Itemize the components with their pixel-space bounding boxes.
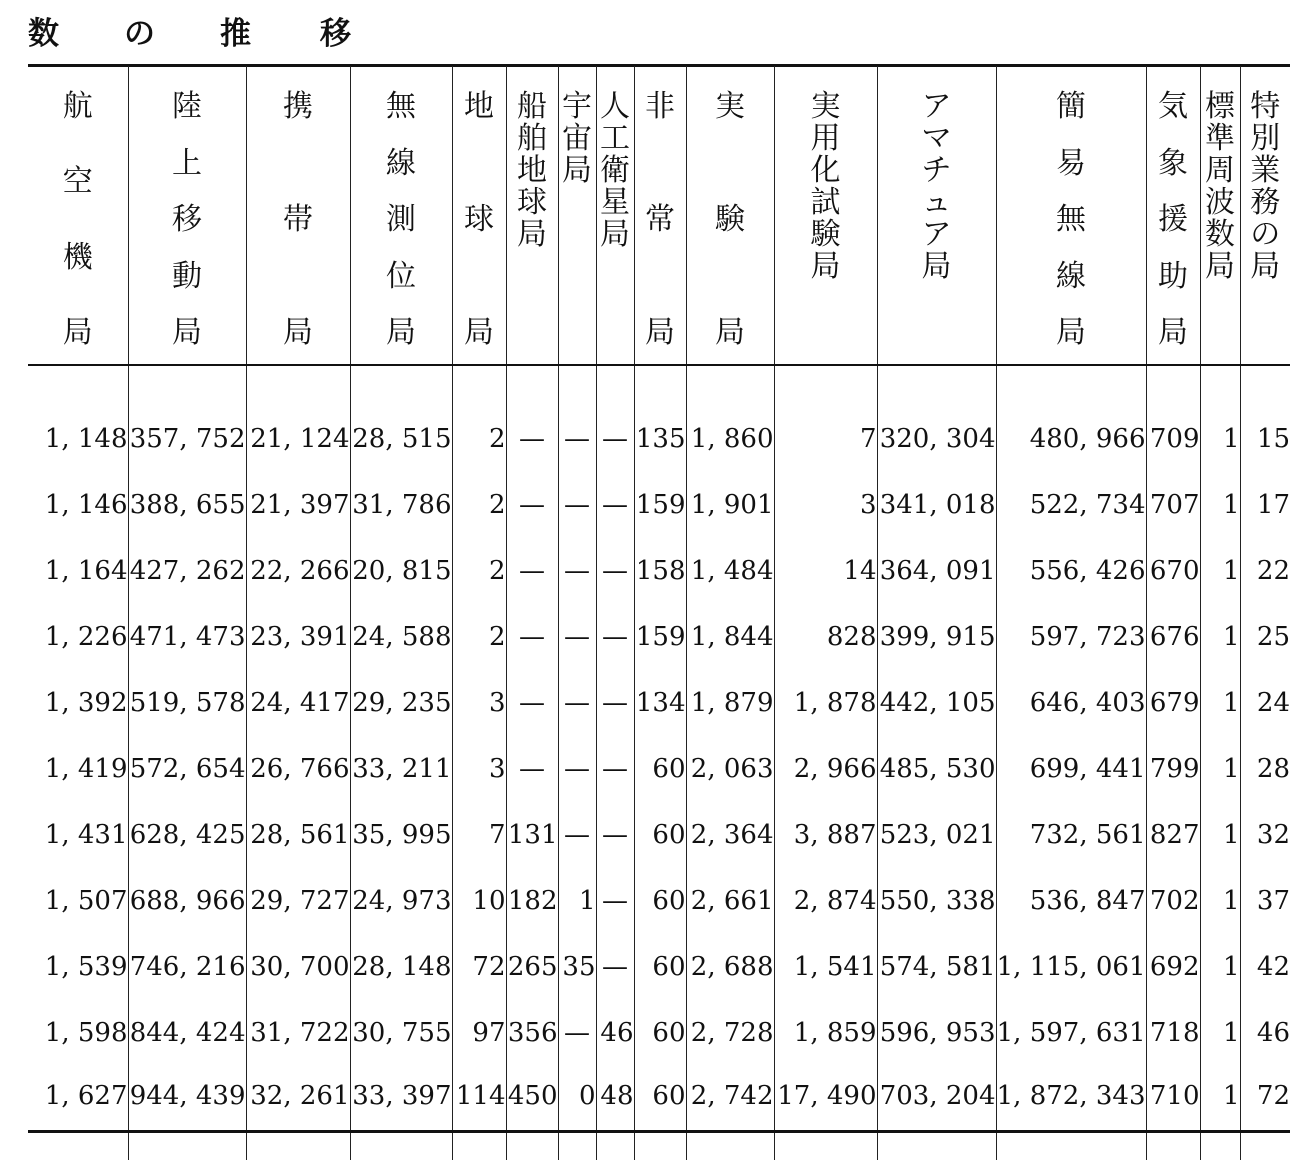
column-header-char: 上 (172, 145, 202, 181)
table-cell-space: 35 (558, 934, 596, 1000)
table-cell-simple-radio: 732, 561 (996, 802, 1146, 868)
table-cell-aircraft: 1, 419 (44, 754, 128, 784)
table-row (28, 365, 1290, 472)
column-header-standard-freq (1200, 66, 1240, 365)
column-header-char: 人 (600, 89, 630, 124)
column-header-char: 動 (172, 258, 202, 294)
table-cell-space: — (558, 670, 596, 736)
table-body (28, 365, 1290, 1160)
table-cell-ship-earth: 450 (506, 1066, 558, 1160)
table-cell-aircraft: 1, 539 (44, 952, 128, 982)
table-cell-earth: 10 (452, 868, 506, 934)
table-cell-earth: 114 (452, 1066, 506, 1160)
column-header-char: 線 (386, 145, 416, 181)
column-header-char: 局 (1205, 249, 1235, 284)
column-header-char: 携 (283, 89, 313, 124)
column-header-char: 局 (283, 315, 313, 350)
table-cell-amateur: 485, 530 (877, 736, 996, 802)
column-header-char: 船 (517, 89, 547, 124)
table-cell-ship-earth: — (506, 604, 558, 670)
table-cell-portable: 21, 397 (246, 472, 350, 538)
column-header-char: 別 (1250, 121, 1281, 156)
table-cell-meteorological: 799 (1146, 736, 1200, 802)
table-cell-amateur: 442, 105 (877, 670, 996, 736)
table-cell-simple-radio: 646, 403 (996, 670, 1146, 736)
table-cell-radio-positioning: 29, 235 (350, 670, 452, 736)
table-cell-land-mobile: 471, 473 (128, 604, 246, 670)
table-cell-portable: 30, 700 (246, 934, 350, 1000)
table-row (28, 538, 1290, 604)
table-cell-satellite: — (596, 365, 634, 472)
table-cell-experimental: 1, 860 (686, 365, 774, 472)
table-cell-amateur: 399, 915 (877, 604, 996, 670)
table-cell-simple-radio: 1, 115, 061 (996, 934, 1146, 1000)
column-header-char: 務 (1250, 185, 1281, 220)
table-cell-experimental: 2, 063 (686, 736, 774, 802)
table-cell-simple-radio: 536, 847 (996, 868, 1146, 934)
table-cell-radio-positioning: 33, 397 (350, 1066, 452, 1160)
title-char: 移 (320, 16, 351, 52)
title-char: 数 (28, 16, 59, 52)
column-header-experimental (686, 66, 774, 365)
table-cell-radio-positioning: 28, 515 (350, 365, 452, 472)
table-cell-ship-earth: — (506, 538, 558, 604)
table-cell-practical-test: 1, 541 (774, 934, 877, 1000)
column-header-char: 局 (62, 314, 93, 350)
column-header-char: 陸 (172, 89, 202, 124)
table-cell-standard-freq: 1 (1200, 736, 1240, 802)
table-cell-portable: 22, 266 (246, 538, 350, 604)
column-header-char: 数 (1205, 217, 1235, 252)
column-header-char: の (1250, 217, 1281, 252)
column-header-char: 測 (386, 202, 416, 237)
table-cell-satellite: — (596, 670, 634, 736)
table-cell-experimental: 2, 742 (686, 1066, 774, 1160)
table-cell-emergency: 60 (634, 934, 686, 1000)
table-cell-radio-positioning: 28, 148 (350, 934, 452, 1000)
table-cell-simple-radio: 699, 441 (996, 736, 1146, 802)
column-header-char: 舶 (517, 121, 547, 156)
table-cell-ship-earth: — (506, 365, 558, 472)
table-cell-emergency: 60 (634, 1066, 686, 1160)
column-header-satellite (596, 66, 634, 365)
table-cell-land-mobile: 844, 424 (128, 1000, 246, 1066)
column-header-char: 気 (1158, 89, 1188, 124)
table-cell-land-mobile: 427, 262 (128, 538, 246, 604)
column-header-char: 移 (172, 202, 202, 237)
column-header-char: 試 (810, 185, 841, 220)
table-cell-space: — (558, 365, 596, 472)
column-header-char: 特 (1250, 89, 1281, 124)
table-cell-emergency: 60 (634, 736, 686, 802)
table-cell-aircraft: 1, 164 (44, 556, 128, 586)
table-cell-portable: 32, 261 (246, 1066, 350, 1160)
table-cell-earth: 3 (452, 736, 506, 802)
column-header-char: 周 (1205, 153, 1235, 188)
table-cell-special-service: 22 (1240, 538, 1290, 604)
column-header-char: 局 (386, 315, 416, 350)
column-header-char: 無 (1056, 202, 1086, 237)
column-header-char: 象 (1158, 145, 1188, 181)
table-cell-satellite: — (596, 472, 634, 538)
table-cell-experimental: 2, 661 (686, 868, 774, 934)
table-cell-aircraft: 1, 392 (44, 688, 128, 718)
table-row (28, 1066, 1290, 1160)
table-cell-land-mobile: 688, 966 (128, 868, 246, 934)
table-row (28, 670, 1290, 736)
table-cell-earth: 2 (452, 538, 506, 604)
column-header-char: 宙 (562, 121, 592, 156)
table-cell-standard-freq: 1 (1200, 538, 1240, 604)
table-cell-standard-freq: 1 (1200, 868, 1240, 934)
column-header-emergency (634, 66, 686, 365)
column-header-char: 局 (562, 153, 592, 188)
table-row (28, 802, 1290, 868)
table-cell-portable: 24, 417 (246, 670, 350, 736)
table-cell-aircraft: 1, 507 (44, 886, 128, 916)
table-cell-emergency: 159 (634, 604, 686, 670)
column-header-char: 実 (715, 89, 745, 124)
table-cell-experimental: 1, 901 (686, 472, 774, 538)
column-header-practical-test (774, 66, 877, 365)
table-row (28, 934, 1290, 1000)
column-header-aircraft (28, 66, 128, 365)
table-cell-meteorological: 710 (1146, 1066, 1200, 1160)
table-cell-land-mobile: 944, 439 (128, 1066, 246, 1160)
table-cell-meteorological: 676 (1146, 604, 1200, 670)
column-header-char: 局 (645, 315, 675, 350)
table-cell-amateur: 574, 581 (877, 934, 996, 1000)
column-header-char: 簡 (1056, 89, 1086, 124)
column-header-char: 用 (810, 121, 841, 156)
table-cell-meteorological: 707 (1146, 472, 1200, 538)
table-cell-land-mobile: 746, 216 (128, 934, 246, 1000)
table-cell-experimental: 1, 879 (686, 670, 774, 736)
table-cell-standard-freq: 1 (1200, 604, 1240, 670)
table-cell-land-mobile: 628, 425 (128, 802, 246, 868)
column-header-char: 常 (645, 202, 675, 237)
column-header-portable (246, 66, 350, 365)
column-header-char: 局 (810, 249, 841, 284)
column-header-char: 位 (386, 258, 416, 294)
table-cell-practical-test: 1, 878 (774, 670, 877, 736)
table-cell-practical-test: 7 (774, 365, 877, 472)
table-cell-meteorological: 679 (1146, 670, 1200, 736)
column-header-char: 験 (810, 217, 841, 252)
table-cell-aircraft: 1, 226 (44, 622, 128, 652)
table-cell-experimental: 2, 688 (686, 934, 774, 1000)
table-cell-portable: 29, 727 (246, 868, 350, 934)
table-cell-amateur: 364, 091 (877, 538, 996, 604)
table-cell-satellite: — (596, 868, 634, 934)
table-cell-ship-earth: — (506, 670, 558, 736)
table-cell-practical-test: 3 (774, 472, 877, 538)
table-cell-standard-freq: 1 (1200, 934, 1240, 1000)
column-header-char: 宇 (562, 89, 592, 124)
table-cell-ship-earth: — (506, 736, 558, 802)
table-cell-portable: 31, 722 (246, 1000, 350, 1066)
table-cell-emergency: 60 (634, 802, 686, 868)
table-cell-land-mobile: 388, 655 (128, 472, 246, 538)
table-cell-meteorological: 702 (1146, 868, 1200, 934)
table-cell-practical-test: 14 (774, 538, 877, 604)
table-cell-emergency: 60 (634, 1000, 686, 1066)
column-header-meteorological (1146, 66, 1200, 365)
table-cell-radio-positioning: 24, 588 (350, 604, 452, 670)
table-cell-space: — (558, 736, 596, 802)
table-cell-amateur: 320, 304 (877, 365, 996, 472)
column-header-amateur (877, 66, 996, 365)
table-cell-practical-test: 1, 859 (774, 1000, 877, 1066)
table-cell-portable: 28, 561 (246, 802, 350, 868)
column-header-simple-radio (996, 66, 1146, 365)
column-header-char: 援 (1158, 202, 1188, 237)
table-cell-portable: 21, 124 (246, 365, 350, 472)
table-cell-amateur: 550, 338 (877, 868, 996, 934)
table-cell-experimental: 2, 364 (686, 802, 774, 868)
table-cell-experimental: 1, 844 (686, 604, 774, 670)
title-char: の (124, 16, 155, 52)
table-cell-portable: 26, 766 (246, 736, 350, 802)
table-cell-meteorological: 709 (1146, 365, 1200, 472)
table-row (28, 868, 1290, 934)
column-header-ship-earth (506, 66, 558, 365)
table-cell-meteorological: 670 (1146, 538, 1200, 604)
table-cell-practical-test: 17, 490 (774, 1066, 877, 1160)
column-header-char: 準 (1205, 121, 1235, 156)
column-header-radio-positioning (350, 66, 452, 365)
column-header-char: 業 (1250, 153, 1281, 188)
column-header-char: 易 (1056, 145, 1086, 181)
table-cell-radio-positioning: 33, 211 (350, 736, 452, 802)
column-header-special-service (1240, 66, 1290, 365)
table-cell-earth: 2 (452, 604, 506, 670)
table-cell-ship-earth: 265 (506, 934, 558, 1000)
table-cell-amateur: 523, 021 (877, 802, 996, 868)
table-cell-land-mobile: 519, 578 (128, 670, 246, 736)
table-cell-experimental: 2, 728 (686, 1000, 774, 1066)
table-cell-meteorological: 827 (1146, 802, 1200, 868)
column-header-char: 局 (517, 217, 547, 252)
table-cell-standard-freq: 1 (1200, 365, 1240, 472)
column-header-char: 地 (464, 89, 494, 124)
statistics-table (28, 66, 1290, 1160)
table-cell-space: — (558, 538, 596, 604)
table-row (28, 1000, 1290, 1066)
column-header-char: 局 (172, 315, 202, 350)
column-header-char: 標 (1205, 89, 1235, 124)
table-cell-radio-positioning: 24, 973 (350, 868, 452, 934)
table-cell-ship-earth: — (506, 472, 558, 538)
table-cell-space: — (558, 604, 596, 670)
table-cell-land-mobile: 572, 654 (128, 736, 246, 802)
table-cell-standard-freq: 1 (1200, 1066, 1240, 1160)
table-cell-ship-earth: 131 (506, 802, 558, 868)
column-header-char: 星 (600, 185, 630, 220)
table-cell-meteorological: 718 (1146, 1000, 1200, 1066)
table-cell-satellite: — (596, 736, 634, 802)
table-cell-special-service: 17 (1240, 472, 1290, 538)
table-cell-simple-radio: 522, 734 (996, 472, 1146, 538)
column-header-space (558, 66, 596, 365)
column-header-char: 局 (1250, 249, 1281, 284)
column-header-char: ア (921, 89, 952, 124)
table-cell-satellite: 48 (596, 1066, 634, 1160)
table-cell-space: 0 (558, 1066, 596, 1160)
column-header-char: チ (921, 153, 952, 188)
table-cell-satellite: — (596, 538, 634, 604)
table-cell-earth: 97 (452, 1000, 506, 1066)
table-cell-practical-test: 2, 966 (774, 736, 877, 802)
column-header-char: 波 (1205, 185, 1235, 220)
table-cell-simple-radio: 556, 426 (996, 538, 1146, 604)
column-header-char: 助 (1158, 258, 1188, 294)
table-cell-radio-positioning: 35, 995 (350, 802, 452, 868)
table-cell-land-mobile: 357, 752 (128, 365, 246, 472)
table-cell-amateur: 596, 953 (877, 1000, 996, 1066)
column-header-char: 機 (62, 239, 93, 275)
table-cell-special-service: 28 (1240, 736, 1290, 802)
column-header-char: 験 (715, 202, 745, 237)
table-cell-special-service: 46 (1240, 1000, 1290, 1066)
table-cell-special-service: 37 (1240, 868, 1290, 934)
table-cell-special-service: 32 (1240, 802, 1290, 868)
table-cell-earth: 2 (452, 365, 506, 472)
table-cell-aircraft: 1, 148 (44, 424, 128, 454)
table-cell-standard-freq: 1 (1200, 1000, 1240, 1066)
table-cell-special-service: 72 (1240, 1066, 1290, 1160)
table-cell-practical-test: 2, 874 (774, 868, 877, 934)
table-cell-radio-positioning: 31, 786 (350, 472, 452, 538)
table-cell-space: — (558, 802, 596, 868)
column-header-char: 航 (62, 89, 93, 124)
column-header-earth (452, 66, 506, 365)
column-header-char: 化 (810, 153, 841, 188)
table-cell-aircraft: 1, 146 (44, 490, 128, 520)
column-header-char: ュ (921, 185, 952, 220)
column-header-char: 球 (464, 202, 494, 237)
table-cell-special-service: 42 (1240, 934, 1290, 1000)
column-header-char: 線 (1056, 258, 1086, 294)
table-cell-aircraft: 1, 627 (44, 1081, 128, 1111)
table-cell-earth: 3 (452, 670, 506, 736)
column-header-char: 局 (600, 217, 630, 252)
title-char: 推 (220, 16, 251, 52)
table-cell-standard-freq: 1 (1200, 670, 1240, 736)
table-cell-space: — (558, 472, 596, 538)
table-cell-emergency: 135 (634, 365, 686, 472)
table-cell-earth: 7 (452, 802, 506, 868)
column-header-char: ア (921, 217, 952, 252)
column-header-char: 衛 (600, 153, 630, 188)
table-cell-satellite: 46 (596, 1000, 634, 1066)
table-cell-emergency: 60 (634, 868, 686, 934)
column-header-char: マ (921, 121, 952, 156)
table-cell-practical-test: 828 (774, 604, 877, 670)
table-cell-emergency: 159 (634, 472, 686, 538)
column-header-char: 帯 (283, 202, 313, 237)
column-header-char: 工 (600, 121, 630, 156)
column-header-char: 局 (1056, 315, 1086, 350)
table-cell-radio-positioning: 30, 755 (350, 1000, 452, 1066)
column-header-char: 球 (517, 185, 547, 220)
table-cell-satellite: — (596, 802, 634, 868)
table-cell-emergency: 158 (634, 538, 686, 604)
table-row (28, 736, 1290, 802)
table-cell-special-service: 24 (1240, 670, 1290, 736)
table-cell-satellite: — (596, 934, 634, 1000)
table-row (28, 604, 1290, 670)
table-cell-special-service: 25 (1240, 604, 1290, 670)
table-cell-earth: 72 (452, 934, 506, 1000)
table-cell-practical-test: 3, 887 (774, 802, 877, 868)
column-header-char: 局 (1158, 315, 1188, 350)
table-cell-portable: 23, 391 (246, 604, 350, 670)
table-cell-aircraft: 1, 598 (44, 1018, 128, 1048)
table-cell-simple-radio: 480, 966 (996, 365, 1146, 472)
column-header-char: 実 (810, 89, 841, 124)
table-cell-earth: 2 (452, 472, 506, 538)
table-cell-emergency: 134 (634, 670, 686, 736)
table-cell-space: — (558, 1000, 596, 1066)
column-header-land-mobile (128, 66, 246, 365)
table-cell-space: 1 (558, 868, 596, 934)
table-cell-ship-earth: 182 (506, 868, 558, 934)
table-row (28, 472, 1290, 538)
table-cell-experimental: 1, 484 (686, 538, 774, 604)
column-header-char: 地 (517, 153, 547, 188)
table-cell-special-service: 15 (1240, 365, 1290, 472)
table-cell-simple-radio: 1, 597, 631 (996, 1000, 1146, 1066)
table-cell-amateur: 341, 018 (877, 472, 996, 538)
column-header-char: 局 (921, 249, 952, 284)
table-header (28, 66, 1290, 365)
column-header-char: 空 (62, 164, 93, 200)
table-cell-simple-radio: 597, 723 (996, 604, 1146, 670)
table-cell-simple-radio: 1, 872, 343 (996, 1066, 1146, 1160)
table-cell-amateur: 703, 204 (877, 1066, 996, 1160)
table-cell-satellite: — (596, 604, 634, 670)
column-header-char: 無 (386, 89, 416, 124)
table-cell-standard-freq: 1 (1200, 802, 1240, 868)
column-header-char: 局 (464, 315, 494, 350)
table-cell-ship-earth: 356 (506, 1000, 558, 1066)
table-cell-aircraft: 1, 431 (44, 820, 128, 850)
table-cell-standard-freq: 1 (1200, 472, 1240, 538)
column-header-char: 局 (715, 315, 745, 350)
column-header-char: 非 (645, 89, 675, 124)
table-cell-radio-positioning: 20, 815 (350, 538, 452, 604)
bottom-rule (28, 1130, 1290, 1133)
table-cell-meteorological: 692 (1146, 934, 1200, 1000)
